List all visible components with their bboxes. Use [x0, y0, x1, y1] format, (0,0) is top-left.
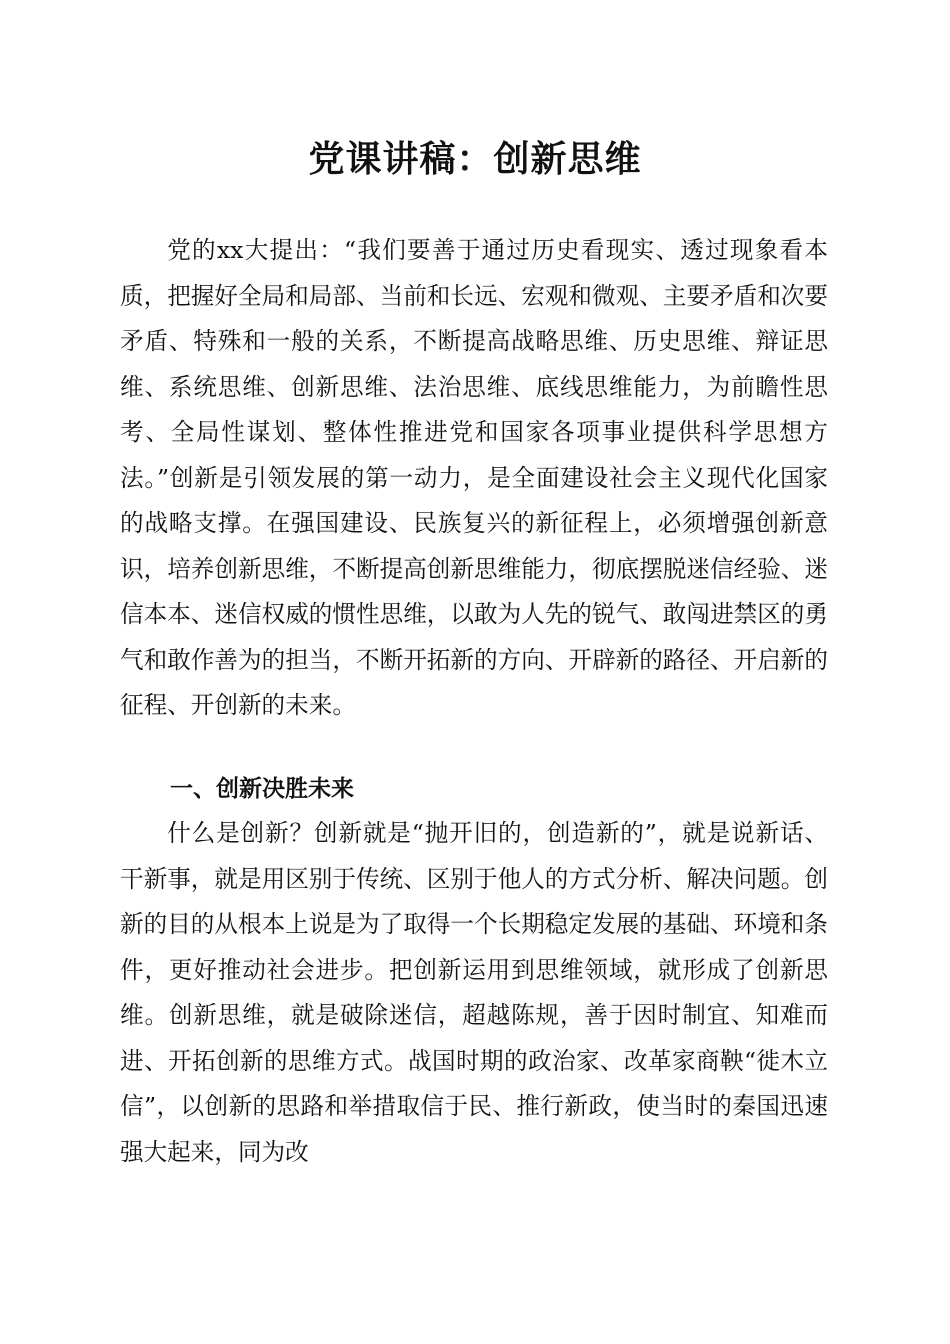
document-title: 党课讲稿：创新思维 [308, 138, 642, 180]
section-heading: 一、创新决胜未来 [170, 776, 354, 802]
intro-paragraph: 党的xx大提出：“我们要善于通过历史看现实、透过现象看本质，把握好全局和局部、当前和长远、宏观和微观、主要矛盾和次要矛盾、特殊和一般的关系，不断提高战略思维、历史思维、辩证思维、系统思维、创新思维、法治思维、底线思维能力，为前瞻性思考、全局性谋划、整体性推进党和国家各项事业提供科学思想方法。”创新是引领发展的第一动力，是全面建设社会主义现代化国家的战略支撑。在强国建设、民族复兴的新征程上，必须增强创新意识，培养创新思维，不断提高创新思维能力，彻底摆脱迷信经验、迷信本本、迷信权威的惯性思维，以敢为人先的锐气、敢闯进禁区的勇气和敢作善为的担当，不断开拓新的方向、开辟新的路径、开启新的征程、开创新的未来。 [120, 236, 828, 719]
section-paragraph: 什么是创新？创新就是“抛开旧的，创造新的”，就是说新话、干新事，就是用区别于传统、区别于他人的方式分析、解决问题。创新的目的从根本上说是为了取得一个长期稳定发展的基础、环境和条件，更好推动社会进步。把创新运用到思维领域，就形成了创新思维。创新思维，就是破除迷信，超越陈规，善于因时制宜、知难而进、开拓创新的思维方式。战国时期的政治家、改革家商鞅“徙木立信”，以创新的思路和举措取信于民、推行新政，使当时的秦国迅速强大起来，同为改 [120, 819, 828, 1166]
